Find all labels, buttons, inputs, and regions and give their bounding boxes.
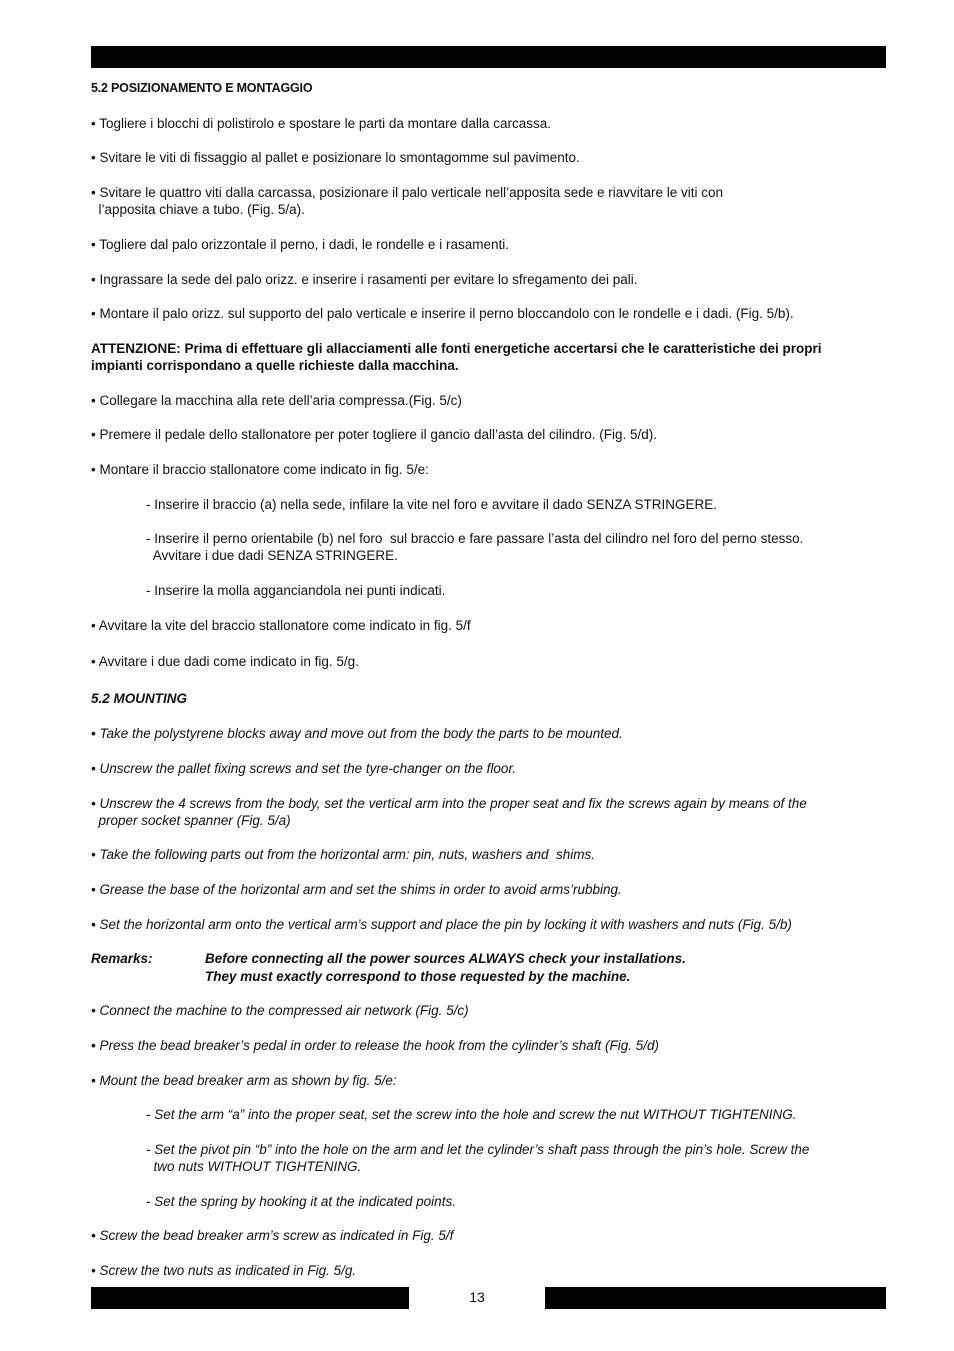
- list-item: • Svitare le viti di fissaggio al pallet e posizionare lo smontagomme sul pavimento.: [91, 150, 580, 165]
- list-item: • Unscrew the pallet fixing screws and set the tyre-changer on the floor.: [91, 761, 517, 776]
- sub-item-continuation: two nuts WITHOUT TIGHTENING.: [146, 1159, 362, 1174]
- footer-bar-right: [545, 1287, 886, 1309]
- list-item: • Avvitare la vite del braccio stallonatore come indicato in fig. 5/f: [91, 618, 471, 633]
- sub-item: - Inserire il braccio (a) nella sede, infilare la vite nel foro e avvitare il dado SENZA STRINGERE.: [146, 497, 717, 512]
- list-item: • Screw the bead breaker arm’s screw as indicated in Fig. 5/f: [91, 1228, 454, 1243]
- sub-item: - Set the spring by hooking it at the indicated points.: [146, 1194, 456, 1209]
- sub-item-continuation: Avvitare i due dadi SENZA STRINGERE.: [146, 548, 398, 563]
- list-item: • Togliere i blocchi di polistirolo e spostare le parti da montare dalla carcassa.: [91, 116, 551, 131]
- sub-item: - Inserire il perno orientabile (b) nel foro sul braccio e fare passare l’asta del cilindro nel foro del perno stesso.: [146, 531, 804, 546]
- list-item: • Togliere dal palo orizzontale il perno, i dadi, le rondelle e i rasamenti.: [91, 237, 509, 252]
- list-item-continuation: proper socket spanner (Fig. 5/a): [91, 813, 291, 828]
- list-item: • Svitare le quattro viti dalla carcassa, posizionare il palo verticale nell’apposita sede e riavvitare le viti con: [91, 185, 724, 200]
- list-item: • Montare il braccio stallonatore come indicato in fig. 5/e:: [91, 462, 429, 477]
- sub-item: - Set the arm “a” into the proper seat, set the screw into the hole and screw the nut WITHOUT TIGHTENING.: [146, 1107, 797, 1122]
- sub-item: - Set the pivot pin “b” into the hole on the arm and let the cylinder’s shaft pass through the pin’s hole. Screw the: [146, 1142, 810, 1157]
- list-item: • Collegare la macchina alla rete dell’aria compressa.(Fig. 5/c): [91, 393, 462, 408]
- page-number: 13: [469, 1289, 485, 1305]
- list-item: • Montare il palo orizz. sul supporto del palo verticale e inserire il perno bloccandolo con le rondelle e i dadi. (Fig. 5/b).: [91, 306, 794, 321]
- list-item: • Mount the bead breaker arm as shown by fig. 5/e:: [91, 1073, 397, 1088]
- warning-text: ATTENZIONE: Prima di effettuare gli allacciamenti alle fonti energetiche accertarsi che le caratteristiche dei propri: [91, 341, 822, 356]
- remarks-label: Remarks:: [91, 951, 153, 966]
- list-item: • Avvitare i due dadi come indicato in fig. 5/g.: [91, 654, 359, 669]
- list-item: • Take the polystyrene blocks away and move out from the body the parts to be mounted.: [91, 726, 623, 741]
- list-item: • Grease the base of the horizontal arm and set the shims in order to avoid arms’rubbing.: [91, 882, 622, 897]
- warning-text: impianti corrispondano a quelle richieste dalla macchina.: [91, 358, 459, 373]
- list-item: • Set the horizontal arm onto the vertical arm’s support and place the pin by locking it with washers and nuts (Fig. 5/b): [91, 917, 792, 932]
- list-item: • Screw the two nuts as indicated in Fig. 5/g.: [91, 1263, 357, 1278]
- list-item: • Premere il pedale dello stallonatore per poter togliere il gancio dall’asta del cilindro. (Fig. 5/d).: [91, 427, 658, 442]
- section-heading-italian: 5.2 POSIZIONAMENTO E MONTAGGIO: [91, 81, 313, 95]
- list-item: • Unscrew the 4 screws from the body, set the vertical arm into the proper seat and fix the screws again by means of the: [91, 796, 807, 811]
- section-heading-english: 5.2 MOUNTING: [91, 691, 188, 706]
- list-item: • Press the bead breaker’s pedal in order to release the hook from the cylinder’s shaft (Fig. 5/d): [91, 1038, 660, 1053]
- remarks-text: They must exactly correspond to those requested by the machine.: [205, 969, 631, 984]
- list-item: • Take the following parts out from the horizontal arm: pin, nuts, washers and shims.: [91, 847, 595, 862]
- header-bar: [91, 46, 886, 68]
- sub-item: - Inserire la molla agganciandola nei punti indicati.: [146, 583, 446, 598]
- list-item: • Connect the machine to the compressed air network (Fig. 5/c): [91, 1003, 469, 1018]
- list-item-continuation: l’apposita chiave a tubo. (Fig. 5/a).: [91, 202, 305, 217]
- list-item: • Ingrassare la sede del palo orizz. e inserire i rasamenti per evitare lo sfregamento dei pali.: [91, 272, 638, 287]
- footer-bar-left: [91, 1287, 409, 1309]
- remarks-text: Before connecting all the power sources ALWAYS check your installations.: [205, 951, 686, 966]
